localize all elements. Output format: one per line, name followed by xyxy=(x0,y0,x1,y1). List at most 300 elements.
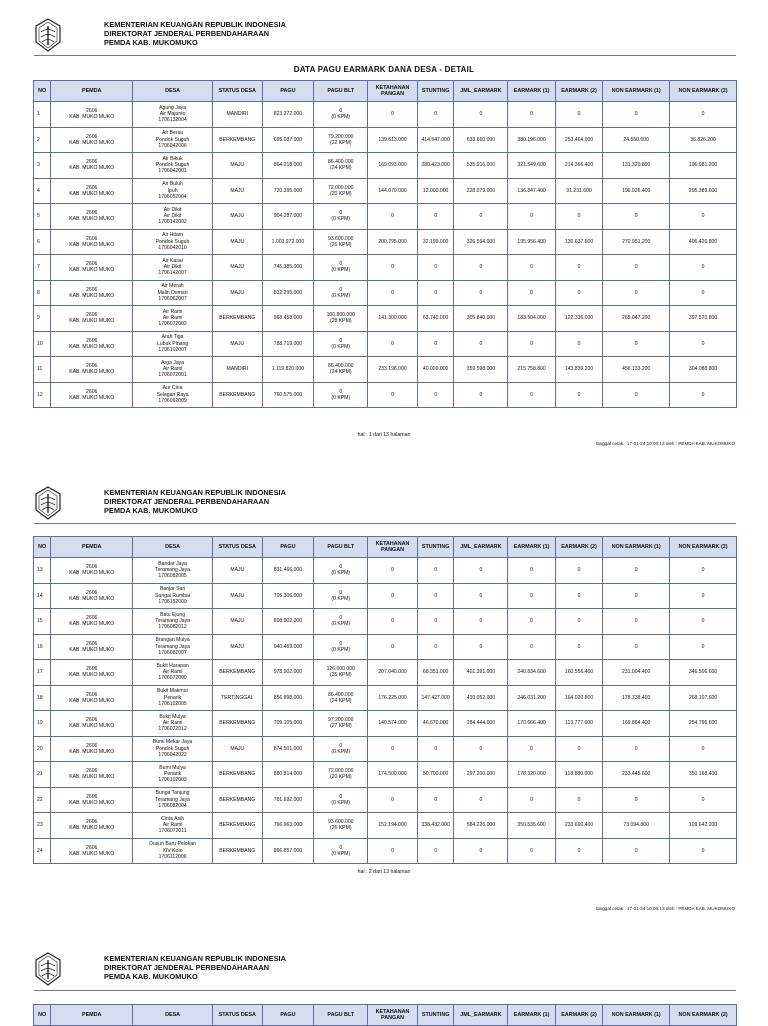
table-cell: 904.287.000 xyxy=(262,204,314,230)
column-header: EARMARK (2) xyxy=(555,1005,602,1026)
table-cell: 414.647.000 xyxy=(417,127,454,153)
table-cell: MAJU xyxy=(212,229,262,255)
table-cell: 6 xyxy=(34,229,51,255)
table-cell: BERKEMBANG xyxy=(212,382,262,408)
table-cell: 270.951.200 xyxy=(603,229,670,255)
table-cell: 2606 KAB. MUKO MUKO xyxy=(51,609,133,635)
table-cell: 36.826.200 xyxy=(670,127,737,153)
table-cell: Air Bikuk Pondok Suguh 1706042001 xyxy=(133,153,213,179)
table-cell: BERKEMBANG xyxy=(212,838,262,864)
page-number: hal : 1 dari 13 halaman xyxy=(357,432,411,438)
table-cell: 9 xyxy=(34,306,51,332)
table-cell: 2606 KAB. MUKO MUKO xyxy=(51,685,133,711)
table-cell: 0 xyxy=(508,583,555,609)
table-cell: 2606 KAB. MUKO MUKO xyxy=(51,711,133,737)
table-cell: 91.231.600 xyxy=(555,178,602,204)
table-cell: MAJU xyxy=(212,558,262,584)
table-cell: Air Berau Pondok Suguh 1706042006 xyxy=(133,127,213,153)
table-cell: 410.052.000 xyxy=(454,685,508,711)
column-header: DESA xyxy=(133,537,213,558)
table-cell: 0 xyxy=(368,255,418,281)
table-cell: 268.107.600 xyxy=(670,685,737,711)
table-cell: 11 xyxy=(34,357,51,383)
table-cell: 2606 KAB. MUKO MUKO xyxy=(51,357,133,383)
column-header: DESA xyxy=(133,81,213,102)
column-header: NO xyxy=(34,81,51,102)
column-header: STATUS DESA xyxy=(212,537,262,558)
table-cell: 326.594.000 xyxy=(454,229,508,255)
table-cell: 214.366.400 xyxy=(555,153,602,179)
table-cell: 297.200.000 xyxy=(454,762,508,788)
table-cell: Bandar Jaya Teramang Jaya 1706082005 xyxy=(133,558,213,584)
table-cell: 874.501.000 xyxy=(262,736,314,762)
table-cell: MAJU xyxy=(212,280,262,306)
column-header: STUNTING xyxy=(417,1005,454,1026)
table-cell: 140.574.000 xyxy=(368,711,418,737)
table-cell: 0 xyxy=(555,255,602,281)
table-cell: 0 xyxy=(454,102,508,128)
table-cell: 0 xyxy=(508,331,555,357)
table-cell: 880.814.000 xyxy=(262,762,314,788)
column-header: NO xyxy=(34,1005,51,1026)
table-cell: 0 xyxy=(555,382,602,408)
table-cell: 10 xyxy=(34,331,51,357)
table-cell: 0 xyxy=(368,558,418,584)
table-cell: 14 xyxy=(34,583,51,609)
table-cell: 109.642.200 xyxy=(670,813,737,839)
table-cell: BERKEMBANG xyxy=(212,711,262,737)
table-cell: 164.020.800 xyxy=(555,685,602,711)
table-cell: 295.389.600 xyxy=(670,178,737,204)
table-cell: 0 xyxy=(508,558,555,584)
header-line-pemda: PEMDA KAB. MUKOMUKO xyxy=(104,506,198,515)
table-cell: 4 xyxy=(34,178,51,204)
table-cell: 0 xyxy=(454,280,508,306)
table-header-row xyxy=(34,1005,737,1026)
table-cell: 32.199.000 xyxy=(417,229,454,255)
table-cell: 13 xyxy=(34,558,51,584)
table-cell: 380.196.000 xyxy=(508,127,555,153)
table-cell: 0 xyxy=(670,558,737,584)
table-cell: BERKEMBANG xyxy=(212,762,262,788)
table-cell: 0 xyxy=(368,583,418,609)
table-cell: 0 xyxy=(454,331,508,357)
table-cell: 0 xyxy=(603,787,670,813)
table-cell: 584.226.000 xyxy=(454,813,508,839)
table-cell: 0 xyxy=(670,609,737,635)
table-cell: 233.690.400 xyxy=(555,813,602,839)
table-cell: 183.504.000 xyxy=(508,306,555,332)
table-cell: 709.105.000 xyxy=(262,711,314,737)
table-cell: Air Rami Air Rami 1706072002 xyxy=(133,306,213,332)
table-cell: 0 (0 KPM) xyxy=(314,787,368,813)
table-cell: 12 xyxy=(34,382,51,408)
table-cell: 0 (0 KPM) xyxy=(314,838,368,864)
column-header: KETAHANAN PANGAN xyxy=(368,1005,418,1026)
header-line-ministry: KEMENTERIAN KEUANGAN REPUBLIK INDONESIA xyxy=(104,20,286,29)
table-cell: 12.000.000 xyxy=(417,178,454,204)
table-cell: 0 xyxy=(417,204,454,230)
table-cell: 215.758.800 xyxy=(508,357,555,383)
table-cell: 7 xyxy=(34,255,51,281)
table-cell: 321.549.600 xyxy=(508,153,555,179)
table-cell: 2606 KAB. MUKO MUKO xyxy=(51,178,133,204)
table-cell: 130.637.600 xyxy=(555,229,602,255)
table-cell: 20 xyxy=(34,736,51,762)
table-cell: 0 xyxy=(417,634,454,660)
table-cell: 122.336.000 xyxy=(555,306,602,332)
table-cell: 2606 KAB. MUKO MUKO xyxy=(51,787,133,813)
table-cell: 695.037.000 xyxy=(262,127,314,153)
table-cell: 50.700.000 xyxy=(417,762,454,788)
table-cell: 0 xyxy=(603,583,670,609)
table-cell: 346.506.600 xyxy=(670,660,737,686)
table-cell: 0 (0 KPM) xyxy=(314,102,368,128)
table-cell: 0 (0 KPM) xyxy=(314,382,368,408)
table-cell: 233.445.600 xyxy=(603,762,670,788)
table-cell: 0 xyxy=(454,787,508,813)
table-cell: 0 xyxy=(417,838,454,864)
table-cell: 978.902.000 xyxy=(262,660,314,686)
table-cell: 0 xyxy=(417,609,454,635)
table-cell: 126.000.000 (35 KPM) xyxy=(314,660,368,686)
column-header: STUNTING xyxy=(417,81,454,102)
table-cell: 0 xyxy=(454,255,508,281)
table-cell: 823.272.000 xyxy=(262,102,314,128)
column-header: PAGU BLT xyxy=(314,537,368,558)
table-cell: 0 xyxy=(603,331,670,357)
table-cell: 760.575.000 xyxy=(262,382,314,408)
table-cell: 0 (0 KPM) xyxy=(314,255,368,281)
table-cell: 0 xyxy=(368,382,418,408)
column-header: PEMDA xyxy=(51,81,133,102)
table-cell: Air Hitam Pondok Suguh 1706042010 xyxy=(133,229,213,255)
table-cell: 0 (0 KPM) xyxy=(314,280,368,306)
table-cell: 196.981.200 xyxy=(670,153,737,179)
table-cell: 0 xyxy=(555,102,602,128)
table-cell: 136.847.400 xyxy=(508,178,555,204)
table-cell: 0 xyxy=(368,736,418,762)
table-cell: 0 xyxy=(508,255,555,281)
table-cell: 2606 KAB. MUKO MUKO xyxy=(51,229,133,255)
table-cell: 0 xyxy=(670,736,737,762)
table-cell: Bukit Makmur Penarik 1706102005 xyxy=(133,685,213,711)
column-header: EARMARK (1) xyxy=(508,81,555,102)
table-cell: 144.079.000 xyxy=(368,178,418,204)
table-cell: 284.444.000 xyxy=(454,711,508,737)
table-cell: 2 xyxy=(34,127,51,153)
table-cell: BERKEMBANG xyxy=(212,660,262,686)
table-cell: 0 xyxy=(508,736,555,762)
table-cell: 0 xyxy=(417,382,454,408)
table-cell: 705.306.000 xyxy=(262,583,314,609)
header-line-ministry: KEMENTERIAN KEUANGAN REPUBLIK INDONESIA xyxy=(104,488,286,497)
table-cell: 143.839.200 xyxy=(555,357,602,383)
table-cell: 0 xyxy=(508,787,555,813)
table-cell: 0 xyxy=(368,609,418,635)
table-cell: BERKEMBANG xyxy=(212,787,262,813)
table-cell: 100.800.000 (28 KPM) xyxy=(314,306,368,332)
table-cell: BERKEMBANG xyxy=(212,127,262,153)
table-cell: 79.200.000 (22 KPM) xyxy=(314,127,368,153)
table-cell: 0 xyxy=(417,787,454,813)
table-cell: TERTINGGAL xyxy=(212,685,262,711)
table-cell: 305.840.000 xyxy=(454,306,508,332)
column-header: NO xyxy=(34,537,51,558)
table-cell: 0 xyxy=(670,787,737,813)
page-header xyxy=(34,952,734,992)
table-cell: Cinta Asih Air Rami 1706072011 xyxy=(133,813,213,839)
table-cell: 350.535.600 xyxy=(508,813,555,839)
table-cell: MAJU xyxy=(212,634,262,660)
table-cell: 0 (0 KPM) xyxy=(314,736,368,762)
table-cell: 0 xyxy=(508,204,555,230)
column-header: NON EARMARK (2) xyxy=(670,537,737,558)
column-header: EARMARK (2) xyxy=(555,537,602,558)
table-cell: 1 xyxy=(34,102,51,128)
table-cell: 231.004.400 xyxy=(603,660,670,686)
table-cell: 141.300.000 xyxy=(368,306,418,332)
table-cell: 0 xyxy=(454,583,508,609)
table-cell: 401.391.000 xyxy=(454,660,508,686)
table-cell: Air Dikit Air Dikit 1706142002 xyxy=(133,204,213,230)
column-header: NON EARMARK (2) xyxy=(670,1005,737,1026)
table-cell: 831.466.000 xyxy=(262,558,314,584)
table-cell: 0 xyxy=(670,583,737,609)
table-cell: 280.423.000 xyxy=(417,153,454,179)
table-cell: 240.834.600 xyxy=(508,660,555,686)
table-cell: 246.031.200 xyxy=(508,685,555,711)
table-cell: 0 xyxy=(454,609,508,635)
table-cell: 139.613.000 xyxy=(368,127,418,153)
table-cell: 200.795.000 xyxy=(368,229,418,255)
table-cell: 406.426.800 xyxy=(670,229,737,255)
table-cell: 118.880.000 xyxy=(555,762,602,788)
table-cell: Air Kasai Air Dikit 1706142007 xyxy=(133,255,213,281)
table-cell: 456.133.200 xyxy=(603,357,670,383)
table-cell: 0 xyxy=(454,634,508,660)
table-cell: Arga Jaya Air Rami 1706072001 xyxy=(133,357,213,383)
table-cell: 169.864.400 xyxy=(603,711,670,737)
table-cell: 169.093.000 xyxy=(368,153,418,179)
table-cell: 781.692.000 xyxy=(262,787,314,813)
column-header: PEMDA xyxy=(51,537,133,558)
column-header: KETAHANAN PANGAN xyxy=(368,81,418,102)
table-cell: 2606 KAB. MUKO MUKO xyxy=(51,255,133,281)
table-cell: 2606 KAB. MUKO MUKO xyxy=(51,127,133,153)
table-cell: MANDIRI xyxy=(212,357,262,383)
table-cell: 178.738.400 xyxy=(603,685,670,711)
table-cell: MANDIRI xyxy=(212,102,262,128)
table-cell: 0 xyxy=(555,558,602,584)
table-cell: 131.320.800 xyxy=(603,153,670,179)
header-line-ministry: KEMENTERIAN KEUANGAN REPUBLIK INDONESIA xyxy=(104,954,286,963)
table-cell: 535.916.000 xyxy=(454,153,508,179)
table-cell: BERKEMBANG xyxy=(212,813,262,839)
table-cell: 2606 KAB. MUKO MUKO xyxy=(51,153,133,179)
table-cell: 0 (0 KPM) xyxy=(314,331,368,357)
table-cell: 160.556.400 xyxy=(555,660,602,686)
table-cell: 2606 KAB. MUKO MUKO xyxy=(51,762,133,788)
column-header: NON EARMARK (1) xyxy=(603,81,670,102)
table-cell: 968.458.000 xyxy=(262,306,314,332)
table-cell: 0 xyxy=(454,558,508,584)
column-header: PAGU BLT xyxy=(314,81,368,102)
table-cell: 0 xyxy=(603,736,670,762)
table-cell: Air Merah Malin Deman 1706062007 xyxy=(133,280,213,306)
table-cell: 0 xyxy=(508,382,555,408)
table-cell: 113.777.600 xyxy=(555,711,602,737)
table-cell: 86.400.000 (24 KPM) xyxy=(314,153,368,179)
table-cell: 195.956.400 xyxy=(508,229,555,255)
table-cell: 0 xyxy=(368,634,418,660)
table-cell: 21 xyxy=(34,762,51,788)
table-cell: 0 (0 KPM) xyxy=(314,609,368,635)
table-cell: 0 xyxy=(508,634,555,660)
column-header: KETAHANAN PANGAN xyxy=(368,537,418,558)
table-cell: 40.000.000 xyxy=(417,357,454,383)
table-cell: 0 xyxy=(417,583,454,609)
table-cell: 350.168.400 xyxy=(670,762,737,788)
table-cell: 766.963.000 xyxy=(262,813,314,839)
header-line-directorate: DIREKTORAT JENDERAL PERBENDAHARAAN xyxy=(104,497,270,506)
table-cell: 3 xyxy=(34,153,51,179)
table-cell: 2606 KAB. MUKO MUKO xyxy=(51,813,133,839)
table-cell: Brangan Mulya Teramang Jaya 1706082007 xyxy=(133,634,213,660)
header-line-pemda: PEMDA KAB. MUKOMUKO xyxy=(104,972,198,981)
table-cell: 0 xyxy=(603,558,670,584)
table-cell: 2606 KAB. MUKO MUKO xyxy=(51,838,133,864)
table-cell: Agung Jaya Air Majunto 1706132004 xyxy=(133,102,213,128)
column-header: JML_EARMARK xyxy=(454,537,508,558)
table-cell: 0 (0 KPM) xyxy=(314,583,368,609)
table-cell: 0 xyxy=(603,255,670,281)
table-cell: 72.000.000 (20 KPM) xyxy=(314,178,368,204)
column-header: STUNTING xyxy=(417,537,454,558)
table-cell: 0 (0 KPM) xyxy=(314,634,368,660)
table-cell: 0 xyxy=(417,331,454,357)
table-cell: 15 xyxy=(34,609,51,635)
column-header: EARMARK (1) xyxy=(508,537,555,558)
table-cell: 86.400.000 (24 KPM) xyxy=(314,357,368,383)
header-line-directorate: DIREKTORAT JENDERAL PERBENDAHARAAN xyxy=(104,29,270,38)
table-cell: 2606 KAB. MUKO MUKO xyxy=(51,280,133,306)
table-cell: 63.740.000 xyxy=(417,306,454,332)
table-cell: 0 xyxy=(555,838,602,864)
print-info: tanggal cetak : 17-01-24 10:00:13 oleh : PEMDA KAB. MUKOMUKO xyxy=(595,441,735,446)
table-cell: 152.194.000 xyxy=(368,813,418,839)
column-header: PAGU BLT xyxy=(314,1005,368,1026)
table-cell: 97.200.000 (27 KPM) xyxy=(314,711,368,737)
table-cell: 0 xyxy=(603,838,670,864)
header-line-directorate: DIREKTORAT JENDERAL PERBENDAHARAAN xyxy=(104,963,270,972)
table-cell: 0 xyxy=(417,102,454,128)
table-cell: 745.385.000 xyxy=(262,255,314,281)
table-cell: 23 xyxy=(34,813,51,839)
table-cell: 359.598.000 xyxy=(454,357,508,383)
table-cell: 0 xyxy=(508,838,555,864)
table-cell: Bunga Tanjung Teramang Jaya 1706082004 xyxy=(133,787,213,813)
table-cell: 866.857.000 xyxy=(262,838,314,864)
table-cell: 2606 KAB. MUKO MUKO xyxy=(51,583,133,609)
table-cell: 788.719.000 xyxy=(262,331,314,357)
table-cell: 2606 KAB. MUKO MUKO xyxy=(51,382,133,408)
document-title: DATA PAGU EARMARK DANA DESA - DETAIL xyxy=(293,65,475,74)
table-cell: 0 xyxy=(417,280,454,306)
table-cell: MAJU xyxy=(212,331,262,357)
table-cell: 0 xyxy=(417,736,454,762)
table-cell: 304.088.800 xyxy=(670,357,737,383)
table-cell: 73.094.800 xyxy=(603,813,670,839)
table-cell: 17 xyxy=(34,660,51,686)
table-cell: 93.600.000 (26 KPM) xyxy=(314,813,368,839)
page-number: hal : 2 dari 13 halaman xyxy=(357,869,411,875)
table-cell: 1.003.972.000 xyxy=(262,229,314,255)
column-header: JML_EARMARK xyxy=(454,1005,508,1026)
table-cell: 0 xyxy=(670,102,737,128)
column-header: JML_EARMARK xyxy=(454,81,508,102)
table-cell: 0 xyxy=(368,204,418,230)
table-cell: 0 xyxy=(555,583,602,609)
table-cell: 2606 KAB. MUKO MUKO xyxy=(51,306,133,332)
column-header: NON EARMARK (1) xyxy=(603,537,670,558)
table-cell: 0 xyxy=(555,609,602,635)
table-cell: 832.295.000 xyxy=(262,280,314,306)
table-cell: 1.119.820.000 xyxy=(262,357,314,383)
header-divider xyxy=(34,990,736,991)
table-cell: 176.225.000 xyxy=(368,685,418,711)
table-cell: 0 xyxy=(555,331,602,357)
table-cell: 0 xyxy=(555,634,602,660)
table-cell: 170.666.400 xyxy=(508,711,555,737)
table-cell: 0 xyxy=(555,787,602,813)
table-cell: 0 xyxy=(670,634,737,660)
table-cell: 0 xyxy=(603,382,670,408)
table-cell: Dusun Baru Pelokan XIV Koto 1706112006 xyxy=(133,838,213,864)
table-cell: 265.047.200 xyxy=(603,306,670,332)
column-header: STATUS DESA xyxy=(212,81,262,102)
table-cell: 940.469.000 xyxy=(262,634,314,660)
column-header: EARMARK (1) xyxy=(508,1005,555,1026)
table-cell: Bumi Mekar Jaya Pondok Suguh 1706042022 xyxy=(133,736,213,762)
table-cell: 24.550.600 xyxy=(603,127,670,153)
header-line-pemda: PEMDA KAB. MUKOMUKO xyxy=(104,38,198,47)
table-cell: 0 xyxy=(417,558,454,584)
table-cell: 72.000.000 (20 KPM) xyxy=(314,762,368,788)
table-cell: Bukit Harapan Air Rami 1706072009 xyxy=(133,660,213,686)
table-cell: 2606 KAB. MUKO MUKO xyxy=(51,660,133,686)
table-cell: 2606 KAB. MUKO MUKO xyxy=(51,331,133,357)
table-cell: 338.432.000 xyxy=(417,813,454,839)
table-cell: 0 xyxy=(670,382,737,408)
ministry-emblem-icon xyxy=(34,952,62,986)
table-cell: 808.902.000 xyxy=(262,609,314,635)
table-cell: 0 xyxy=(368,787,418,813)
table-cell: 24 xyxy=(34,838,51,864)
table-cell: 0 xyxy=(670,331,737,357)
table-cell: Banjar Sari Sungai Rumbai 1706152009 xyxy=(133,583,213,609)
table-cell: 147.427.000 xyxy=(417,685,454,711)
table-cell: 178.320.000 xyxy=(508,762,555,788)
table-cell: 174.500.000 xyxy=(368,762,418,788)
table-cell: 0 (0 KPM) xyxy=(314,558,368,584)
table-cell: Bumi Mulya Penarik 1706102003 xyxy=(133,762,213,788)
table-cell: 2606 KAB. MUKO MUKO xyxy=(51,204,133,230)
table-cell: 0 xyxy=(670,255,737,281)
table-cell: 19 xyxy=(34,711,51,737)
column-header: EARMARK (2) xyxy=(555,81,602,102)
table-cell: 2606 KAB. MUKO MUKO xyxy=(51,558,133,584)
